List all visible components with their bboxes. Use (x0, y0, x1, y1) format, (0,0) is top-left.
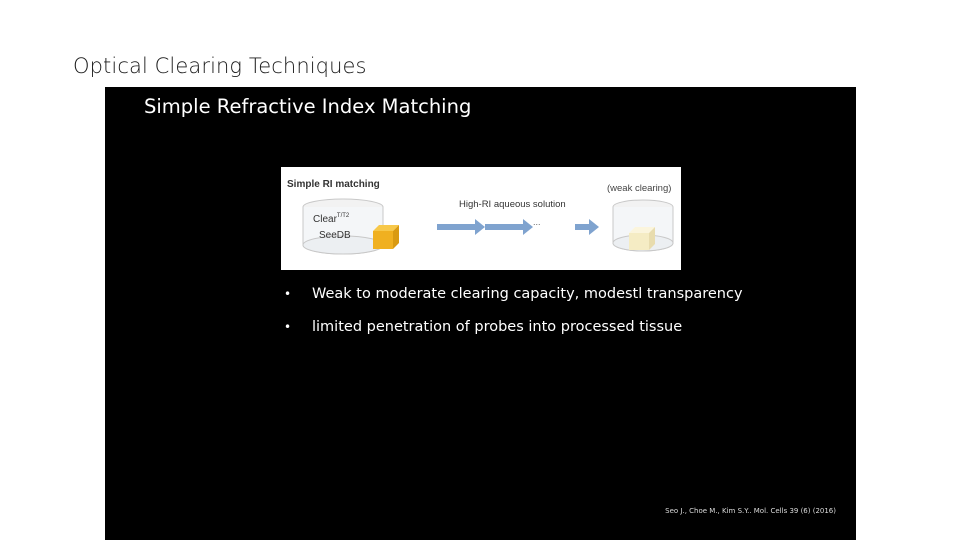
figure-title: Simple RI matching (287, 179, 380, 190)
page-title: Optical Clearing Techniques (73, 54, 367, 78)
method-clear-label: Clear (313, 214, 337, 225)
opaque-tissue-block (373, 225, 399, 249)
bullet-list (283, 284, 743, 350)
slide-panel (105, 87, 856, 540)
beaker-before (303, 199, 383, 254)
simple-ri-matching-figure (281, 167, 681, 270)
bullet-text: limited penetration of probes into processed tissue (312, 319, 683, 335)
method-seedb-label: SeeDB (319, 230, 351, 241)
figure-diagram (281, 167, 681, 270)
bullet-text: Weak to moderate clearing capacity, modestl transparency (312, 286, 743, 302)
bullet-marker: • (284, 320, 292, 334)
bullet-item (283, 317, 743, 337)
method-clear-superscript: T/T2 (336, 213, 350, 219)
figure-flow-label: High-RI aqueous solution (459, 199, 566, 210)
citation: Seo J., Choe M., Kim S.Y.. Mol. Cells 39 (6) (2016) (665, 507, 836, 515)
bullet-item (283, 284, 743, 304)
figure-result-label: (weak clearing) (607, 183, 672, 194)
bullet-marker: • (284, 287, 292, 301)
flow-ellipsis: ... (533, 217, 541, 227)
slide-heading: Simple Refractive Index Matching (144, 95, 472, 118)
cleared-tissue-block (629, 227, 655, 250)
flow-arrows (437, 219, 599, 235)
